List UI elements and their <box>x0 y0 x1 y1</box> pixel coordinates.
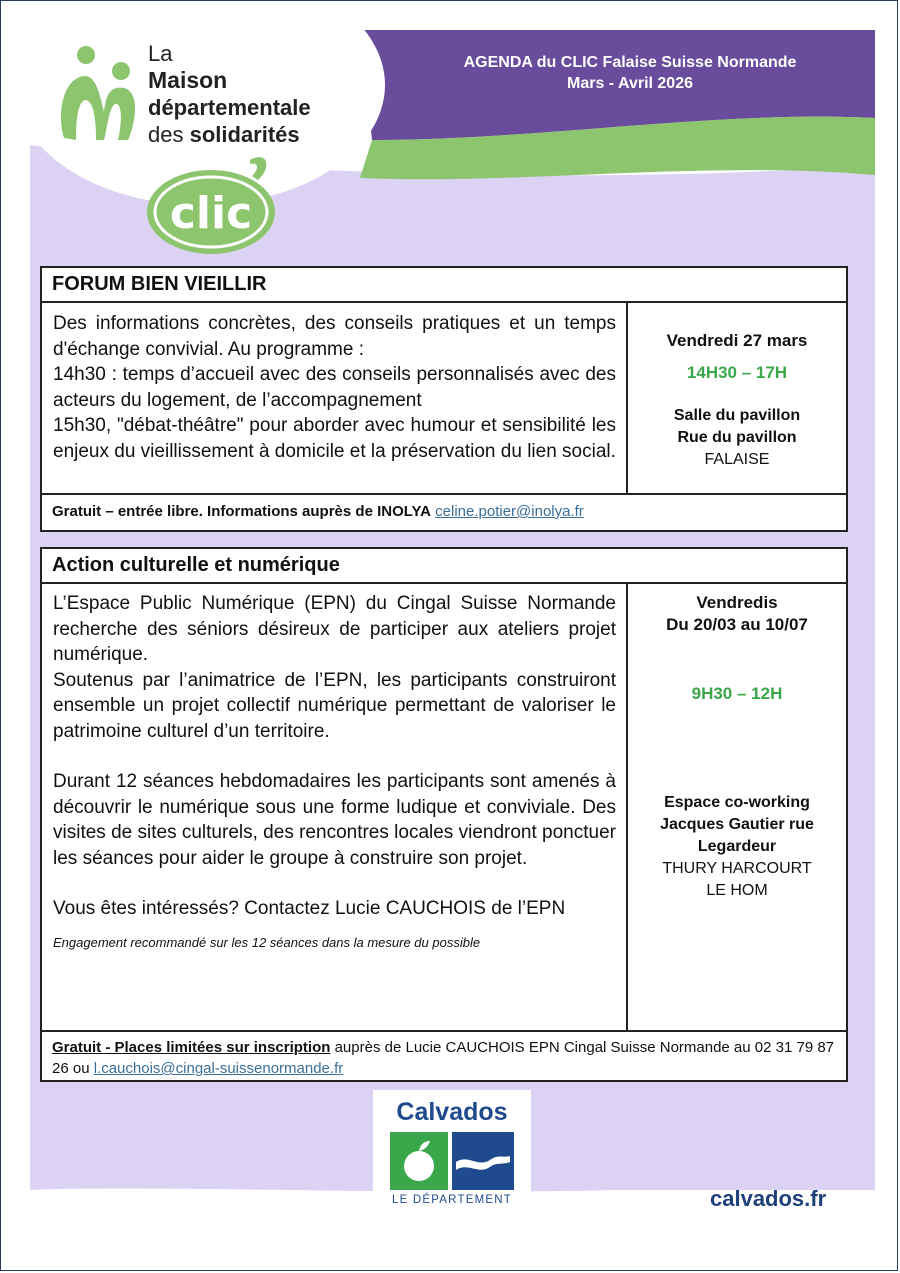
agenda-header <box>410 52 850 94</box>
contact-email-link[interactable]: celine.potier@inolya.fr <box>435 503 584 520</box>
logo-solidarites: solidarités <box>189 122 300 147</box>
calvados-logo <box>373 1090 531 1216</box>
event-title: Action culturelle et numérique <box>42 549 846 584</box>
event-hours: 14H30 – 17H <box>686 363 788 382</box>
description-paragraph: Vous êtes intéressés? Contactez Lucie CAUCHOIS de l’EPN <box>53 898 566 919</box>
calvados-emblem <box>390 1132 514 1190</box>
event-details <box>628 584 846 1030</box>
description-paragraph: L’Espace Public Numérique (EPN) du Cingal Suisse Normande recherche des séniors désireux de participer aux ateliers projet numérique. <box>53 593 616 665</box>
event-hours: 9H30 – 12H <box>691 684 783 703</box>
event-forum-bien-vieillir <box>40 266 848 532</box>
event-details <box>628 303 846 493</box>
logo-des-solidarites <box>148 121 378 148</box>
event-location <box>634 792 840 902</box>
location-city: THURY HARCOURT <box>662 860 812 877</box>
location-city: LE HOM <box>706 882 768 899</box>
logo-departementale: départementale <box>148 95 311 120</box>
event-date <box>634 592 840 636</box>
logo-la: La <box>148 41 173 66</box>
location-city: FALAISE <box>704 451 770 468</box>
footer-registration: Gratuit - Places limitées sur inscription <box>52 1039 331 1056</box>
contact-email-link[interactable]: l.cauchois@cingal-suissenormande.fr <box>93 1060 344 1077</box>
event-location <box>634 405 840 471</box>
event-date-line: Du 20/03 au 10/07 <box>666 615 808 634</box>
logo-maison: Maison <box>148 67 228 93</box>
event-date: Vendredi 27 mars <box>666 331 808 350</box>
footer-info: auprès de Lucie CAUCHOIS EPN Cingal Suisse Normande au 02 31 79 87 26 ou <box>52 1039 835 1077</box>
logo-des: des <box>148 122 184 147</box>
event-action-culturelle <box>40 547 848 1082</box>
calvados-website[interactable]: calvados.fr <box>710 1186 827 1211</box>
location-line: Rue du pavillon <box>677 429 797 446</box>
calvados-wordmark: Calvados <box>396 1098 508 1126</box>
event-title: FORUM BIEN VIEILLIR <box>42 268 846 303</box>
location-line: Salle du pavillon <box>673 407 801 424</box>
location-line: Espace co-working <box>664 794 810 811</box>
description-paragraph: 14h30 : temps d’accueil avec des conseils personnalisés avec des acteurs du logement, de l’accompagnement <box>53 364 616 411</box>
footer-info: Gratuit – entrée libre. Informations auprès de INOLYA <box>52 503 431 520</box>
event-description <box>42 303 628 493</box>
event-description <box>42 584 628 1030</box>
mds-logo-text <box>148 40 378 148</box>
location-line: Jacques Gautier rue <box>660 816 814 833</box>
event-footer <box>42 493 846 530</box>
engagement-note: Engagement recommandé sur les 12 séances dans la mesure du possible <box>53 934 481 950</box>
description-paragraph: 15h30, "débat-théâtre" pour aborder avec humour et sensibilité les enjeux du vieillissement à domicile et la préservation du lien social. <box>53 415 616 462</box>
event-footer <box>42 1030 846 1084</box>
event-date-line: Vendredis <box>696 593 778 612</box>
description-paragraph: Durant 12 séances hebdomadaires les participants sont amenés à découvrir le numérique sous une forme ludique et conviviale. Des visites de sites culturels, des rencontres locales viendront ponctuer les séances pour aider le groupe à construire son projet. <box>53 771 616 869</box>
agenda-period: Mars - Avril 2026 <box>567 75 693 92</box>
agenda-title: AGENDA du CLIC Falaise Suisse Normande <box>463 54 797 71</box>
description-paragraph: Des informations concrètes, des conseils pratiques et un temps d'échange convivial. Au programme : <box>53 313 616 360</box>
clic-logo-text: clic <box>169 188 253 239</box>
description-paragraph: Soutenus par l’animatrice de l’EPN, les participants construiront ensemble un projet collectif numérique permettant de valoriser le patrimoine culturel d’un territoire. <box>53 669 616 742</box>
calvados-subtitle: LE DÉPARTEMENT <box>392 1194 512 1206</box>
location-line: Legardeur <box>697 838 777 855</box>
